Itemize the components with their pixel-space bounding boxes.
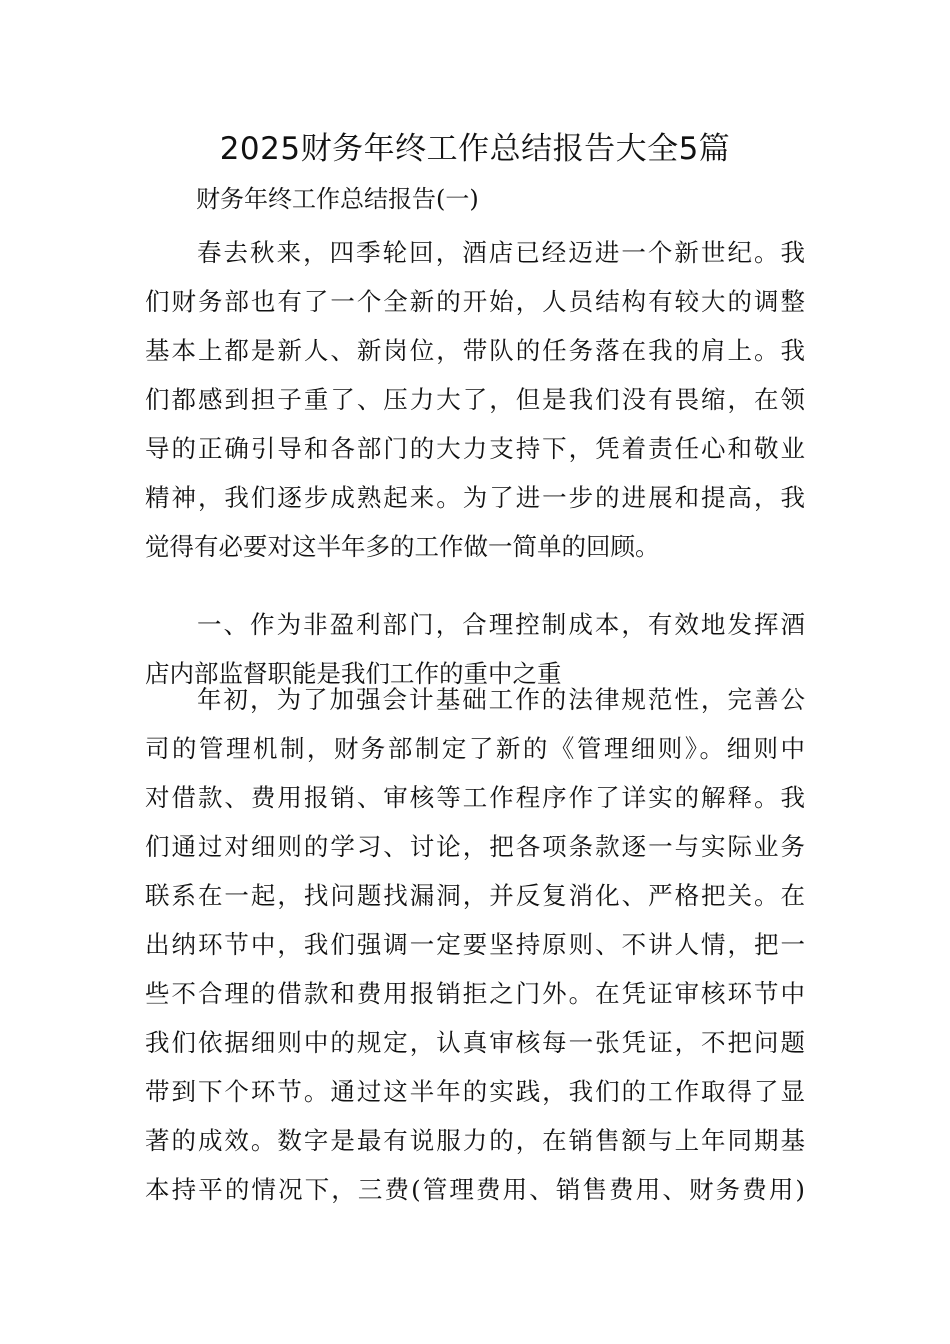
paragraph-line: 一、作为非盈利部门，合理控制成本，有效地发挥酒 [197,610,805,639]
paragraph-3 [145,675,805,1214]
section-subtitle: 财务年终工作总结报告(一) [196,185,479,213]
paragraph-line: 我们依据细则中的规定，认真审核每一张凭证，不把问题 [145,1028,805,1057]
paragraph-line: 本持平的情况下，三费(管理费用、销售费用、财务费用) [145,1175,805,1204]
document-title: 2025财务年终工作总结报告大全5篇 [219,131,731,167]
paragraph-line: 店内部监督职能是我们工作的重中之重 [145,659,562,688]
paragraph-line: 著的成效。数字是最有说服力的，在销售额与上年同期基 [145,1126,805,1155]
paragraph-line: 年初，为了加强会计基础工作的法律规范性，完善公 [197,685,805,714]
paragraph-line: 们都感到担子重了、压力大了，但是我们没有畏缩，在领 [145,385,805,414]
paragraph-line: 们通过对细则的学习、讨论，把各项条款逐一与实际业务 [145,832,805,861]
paragraph-line: 精神，我们逐步成熟起来。为了进一步的进展和提高，我 [145,483,805,512]
paragraph-line: 春去秋来，四季轮回，酒店已经迈进一个新世纪。我 [197,238,805,267]
paragraph-1 [145,228,805,571]
paragraph-line: 司的管理机制，财务部制定了新的《管理细则》。细则中 [145,734,805,763]
paragraph-line: 导的正确引导和各部门的大力支持下，凭着责任心和敬业 [145,434,805,463]
paragraph-line: 出纳环节中，我们强调一定要坚持原则、不讲人情，把一 [145,930,805,959]
paragraph-line: 们财务部也有了一个全新的开始，人员结构有较大的调整 [145,287,805,316]
paragraph-line: 带到下个环节。通过这半年的实践，我们的工作取得了显 [145,1077,805,1106]
paragraph-line: 对借款、费用报销、审核等工作程序作了详实的解释。我 [145,783,805,812]
paragraph-line: 觉得有必要对这半年多的工作做一简单的回顾。 [145,532,660,561]
paragraph-line: 联系在一起，找问题找漏洞，并反复消化、严格把关。在 [145,881,805,910]
paragraph-line: 些不合理的借款和费用报销拒之门外。在凭证审核环节中 [145,979,805,1008]
paragraph-line: 基本上都是新人、新岗位，带队的任务落在我的肩上。我 [145,336,805,365]
